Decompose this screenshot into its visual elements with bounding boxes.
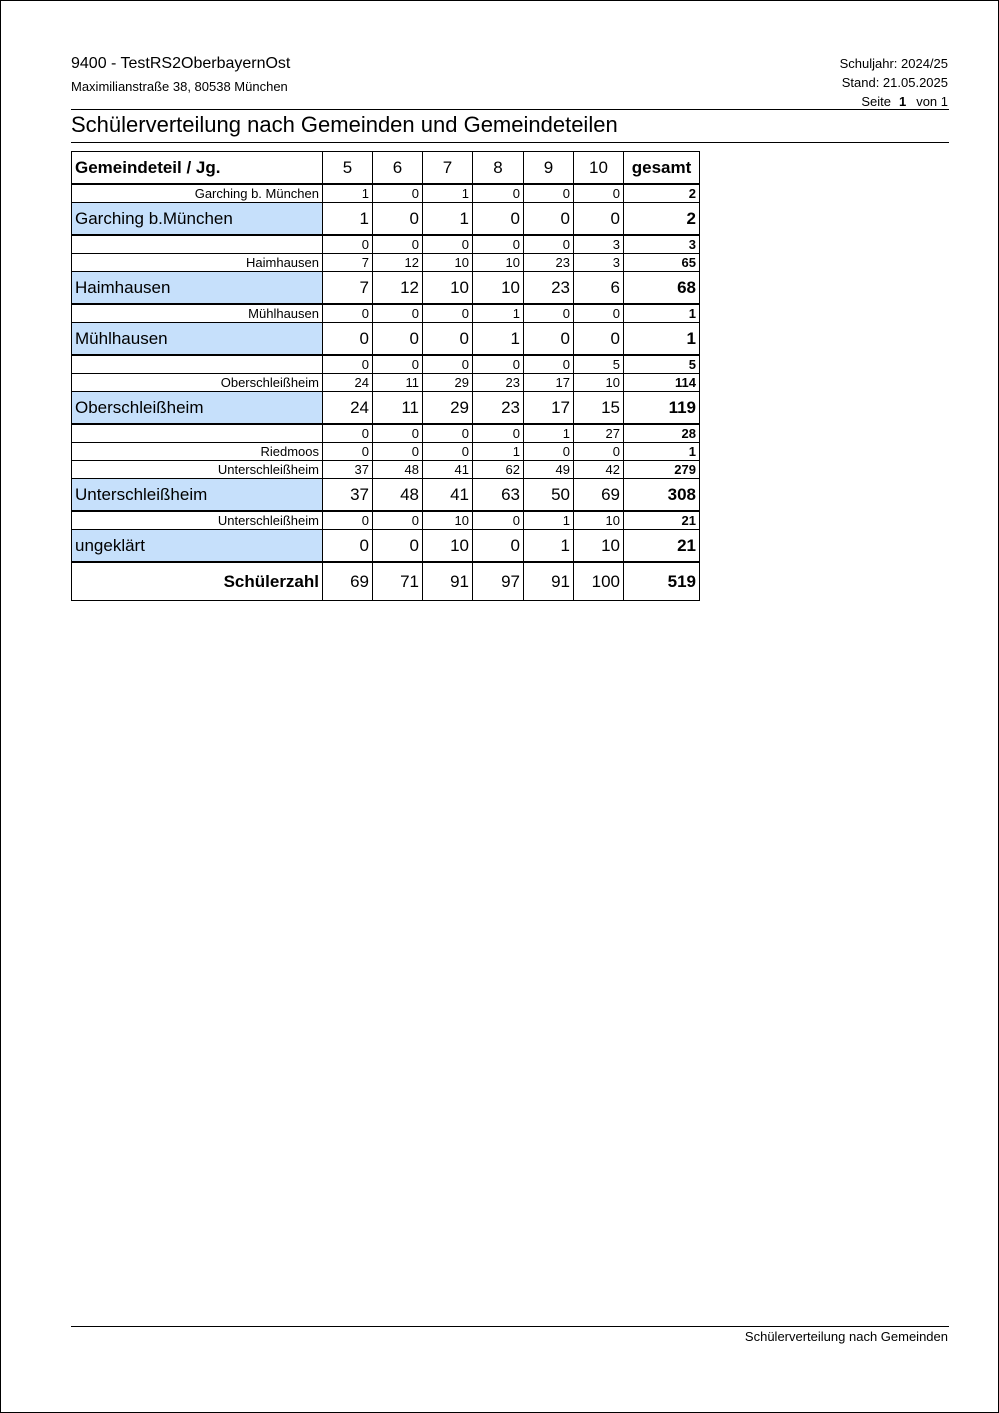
cell-total: 119 bbox=[624, 392, 700, 425]
cell-label: Unterschleißheim bbox=[72, 511, 323, 530]
cell-grade-5: 0 bbox=[323, 323, 373, 356]
cell-grade-5: 5 bbox=[323, 152, 373, 185]
cell-total: 21 bbox=[624, 530, 700, 563]
cell-total: 1 bbox=[624, 443, 700, 461]
cell-label: Unterschleißheim bbox=[72, 479, 323, 512]
cell-grade-8: 62 bbox=[473, 461, 524, 479]
page-number: 1 bbox=[898, 94, 907, 109]
municipality-total-row bbox=[72, 392, 700, 425]
report-meta bbox=[840, 54, 948, 111]
cell-grade-9: 0 bbox=[524, 203, 574, 236]
cell-grade-8: 0 bbox=[473, 203, 524, 236]
cell-grade-6: 48 bbox=[373, 461, 423, 479]
cell-grade-5: 7 bbox=[323, 272, 373, 305]
cell-total: 1 bbox=[624, 304, 700, 323]
cell-grade-6: 0 bbox=[373, 355, 423, 374]
distribution-table bbox=[71, 151, 700, 601]
cell-grade-8: 10 bbox=[473, 272, 524, 305]
cell-grade-6: 0 bbox=[373, 323, 423, 356]
cell-label: Haimhausen bbox=[72, 272, 323, 305]
cell-grade-8: 0 bbox=[473, 424, 524, 443]
cell-grade-10: 69 bbox=[574, 479, 624, 512]
cell-label: Haimhausen bbox=[72, 254, 323, 272]
cell-grade-8: 10 bbox=[473, 254, 524, 272]
cell-grade-5: 0 bbox=[323, 530, 373, 563]
district-row bbox=[72, 461, 700, 479]
cell-total: 279 bbox=[624, 461, 700, 479]
cell-grade-9: 0 bbox=[524, 323, 574, 356]
cell-grade-10: 15 bbox=[574, 392, 624, 425]
cell-grade-8: 1 bbox=[473, 443, 524, 461]
cell-label: Riedmoos bbox=[72, 443, 323, 461]
cell-grade-5: 24 bbox=[323, 374, 373, 392]
cell-label: Oberschleißheim bbox=[72, 392, 323, 425]
cell-total: 1 bbox=[624, 323, 700, 356]
cell-total: 3 bbox=[624, 235, 700, 254]
cell-grade-7: 29 bbox=[423, 392, 473, 425]
cell-grade-6: 0 bbox=[373, 304, 423, 323]
cell-grade-7: 0 bbox=[423, 443, 473, 461]
cell-grade-9: 17 bbox=[524, 374, 574, 392]
cell-grade-5: 24 bbox=[323, 392, 373, 425]
cell-grade-9: 9 bbox=[524, 152, 574, 185]
cell-label: Oberschleißheim bbox=[72, 374, 323, 392]
cell-grade-6: 0 bbox=[373, 203, 423, 236]
cell-grade-5: 7 bbox=[323, 254, 373, 272]
cell-label: Garching b.München bbox=[72, 203, 323, 236]
school-address: Maximilianstraße 38, 80538 München bbox=[71, 79, 288, 94]
cell-grade-9: 23 bbox=[524, 254, 574, 272]
cell-grade-9: 0 bbox=[524, 355, 574, 374]
cell-grade-7: 10 bbox=[423, 254, 473, 272]
cell-grade-8: 1 bbox=[473, 304, 524, 323]
cell-grade-9: 1 bbox=[524, 424, 574, 443]
district-row bbox=[72, 355, 700, 374]
cell-total: 5 bbox=[624, 355, 700, 374]
cell-grade-6: 71 bbox=[373, 562, 423, 601]
cell-grade-10: 27 bbox=[574, 424, 624, 443]
cell-grade-8: 0 bbox=[473, 511, 524, 530]
cell-grade-10: 3 bbox=[574, 254, 624, 272]
cell-grade-5: 0 bbox=[323, 355, 373, 374]
cell-grade-9: 49 bbox=[524, 461, 574, 479]
cell-grade-10: 0 bbox=[574, 203, 624, 236]
municipality-total-row bbox=[72, 203, 700, 236]
cell-grade-7: 0 bbox=[423, 304, 473, 323]
cell-grade-7: 0 bbox=[423, 323, 473, 356]
cell-grade-5: 0 bbox=[323, 304, 373, 323]
cell-grade-9: 0 bbox=[524, 184, 574, 203]
municipality-total-row bbox=[72, 323, 700, 356]
cell-grade-6: 12 bbox=[373, 272, 423, 305]
cell-label: Garching b. München bbox=[72, 184, 323, 203]
cell-grade-7: 10 bbox=[423, 272, 473, 305]
cell-grade-7: 1 bbox=[423, 184, 473, 203]
cell-grade-8: 0 bbox=[473, 235, 524, 254]
municipality-total-row bbox=[72, 479, 700, 512]
cell-grade-5: 0 bbox=[323, 511, 373, 530]
cell-grade-9: 1 bbox=[524, 530, 574, 563]
cell-grade-8: 0 bbox=[473, 184, 524, 203]
district-row bbox=[72, 511, 700, 530]
cell-grade-6: 12 bbox=[373, 254, 423, 272]
cell-grade-8: 97 bbox=[473, 562, 524, 601]
district-row bbox=[72, 254, 700, 272]
cell-label: Mühlhausen bbox=[72, 304, 323, 323]
cell-grade-9: 0 bbox=[524, 235, 574, 254]
cell-grade-10: 3 bbox=[574, 235, 624, 254]
cell-grade-9: 23 bbox=[524, 272, 574, 305]
cell-grade-10: 0 bbox=[574, 323, 624, 356]
cell-total: 114 bbox=[624, 374, 700, 392]
cell-total: 519 bbox=[624, 562, 700, 601]
cell-grade-9: 50 bbox=[524, 479, 574, 512]
district-row bbox=[72, 374, 700, 392]
district-row bbox=[72, 443, 700, 461]
cell-label bbox=[72, 355, 323, 374]
report-date: Stand: 21.05.2025 bbox=[841, 75, 948, 90]
cell-grade-9: 91 bbox=[524, 562, 574, 601]
cell-grade-5: 1 bbox=[323, 203, 373, 236]
cell-grade-5: 0 bbox=[323, 424, 373, 443]
cell-grade-10: 0 bbox=[574, 443, 624, 461]
cell-grade-5: 1 bbox=[323, 184, 373, 203]
cell-grade-9: 0 bbox=[524, 304, 574, 323]
cell-label: Gemeindeteil / Jg. bbox=[72, 152, 323, 185]
cell-grade-6: 0 bbox=[373, 424, 423, 443]
cell-grade-10: 42 bbox=[574, 461, 624, 479]
cell-grade-10: 10 bbox=[574, 152, 624, 185]
cell-grade-7: 10 bbox=[423, 511, 473, 530]
cell-grade-7: 91 bbox=[423, 562, 473, 601]
district-row bbox=[72, 424, 700, 443]
cell-grade-9: 1 bbox=[524, 511, 574, 530]
cell-label bbox=[72, 424, 323, 443]
cell-grade-10: 5 bbox=[574, 355, 624, 374]
cell-grade-6: 48 bbox=[373, 479, 423, 512]
cell-total: gesamt bbox=[624, 152, 700, 185]
cell-grade-5: 0 bbox=[323, 235, 373, 254]
cell-grade-6: 0 bbox=[373, 184, 423, 203]
cell-grade-7: 7 bbox=[423, 152, 473, 185]
cell-grade-8: 8 bbox=[473, 152, 524, 185]
cell-grade-7: 41 bbox=[423, 461, 473, 479]
cell-grade-7: 0 bbox=[423, 235, 473, 254]
grand-total-row bbox=[72, 562, 700, 601]
cell-grade-8: 23 bbox=[473, 392, 524, 425]
cell-grade-8: 63 bbox=[473, 479, 524, 512]
title-divider bbox=[71, 142, 949, 143]
cell-grade-6: 11 bbox=[373, 374, 423, 392]
cell-grade-8: 0 bbox=[473, 355, 524, 374]
cell-label: Schülerzahl bbox=[72, 562, 323, 601]
cell-grade-7: 10 bbox=[423, 530, 473, 563]
table-header-row bbox=[72, 152, 700, 185]
cell-grade-8: 1 bbox=[473, 323, 524, 356]
cell-grade-10: 0 bbox=[574, 304, 624, 323]
municipality-total-row bbox=[72, 272, 700, 305]
cell-grade-5: 0 bbox=[323, 443, 373, 461]
page-title: Schülerverteilung nach Gemeinden und Gemeindeteilen bbox=[71, 112, 618, 137]
cell-grade-6: 0 bbox=[373, 443, 423, 461]
header-divider bbox=[71, 109, 949, 110]
cell-total: 28 bbox=[624, 424, 700, 443]
cell-total: 65 bbox=[624, 254, 700, 272]
cell-grade-5: 37 bbox=[323, 461, 373, 479]
school-name: 9400 - TestRS2OberbayernOst bbox=[71, 55, 291, 72]
cell-grade-6: 0 bbox=[373, 530, 423, 563]
page-of: von 1 bbox=[916, 94, 948, 109]
cell-grade-7: 0 bbox=[423, 424, 473, 443]
cell-total: 2 bbox=[624, 184, 700, 203]
cell-grade-7: 41 bbox=[423, 479, 473, 512]
cell-label: Unterschleißheim bbox=[72, 461, 323, 479]
cell-grade-9: 17 bbox=[524, 392, 574, 425]
cell-total: 308 bbox=[624, 479, 700, 512]
cell-grade-10: 100 bbox=[574, 562, 624, 601]
cell-grade-9: 0 bbox=[524, 443, 574, 461]
cell-label: ungeklärt bbox=[72, 530, 323, 563]
cell-grade-6: 0 bbox=[373, 511, 423, 530]
district-row bbox=[72, 235, 700, 254]
cell-grade-6: 0 bbox=[373, 235, 423, 254]
cell-grade-10: 10 bbox=[574, 374, 624, 392]
cell-grade-10: 10 bbox=[574, 530, 624, 563]
cell-grade-6: 6 bbox=[373, 152, 423, 185]
cell-grade-10: 0 bbox=[574, 184, 624, 203]
footer-divider bbox=[71, 1326, 949, 1327]
cell-grade-7: 29 bbox=[423, 374, 473, 392]
cell-grade-8: 0 bbox=[473, 530, 524, 563]
cell-grade-7: 1 bbox=[423, 203, 473, 236]
cell-grade-10: 10 bbox=[574, 511, 624, 530]
cell-grade-5: 37 bbox=[323, 479, 373, 512]
cell-grade-8: 23 bbox=[473, 374, 524, 392]
cell-grade-7: 0 bbox=[423, 355, 473, 374]
cell-grade-10: 6 bbox=[574, 272, 624, 305]
cell-label: Mühlhausen bbox=[72, 323, 323, 356]
school-year: Schuljahr: 2024/25 bbox=[839, 56, 948, 71]
district-row bbox=[72, 184, 700, 203]
district-row bbox=[72, 304, 700, 323]
cell-total: 68 bbox=[624, 272, 700, 305]
cell-total: 21 bbox=[624, 511, 700, 530]
page-label: Seite bbox=[861, 94, 891, 109]
cell-grade-5: 69 bbox=[323, 562, 373, 601]
cell-grade-6: 11 bbox=[373, 392, 423, 425]
footer-text: Schülerverteilung nach Gemeinden bbox=[744, 1329, 948, 1344]
cell-total: 2 bbox=[624, 203, 700, 236]
cell-label bbox=[72, 235, 323, 254]
municipality-total-row bbox=[72, 530, 700, 563]
